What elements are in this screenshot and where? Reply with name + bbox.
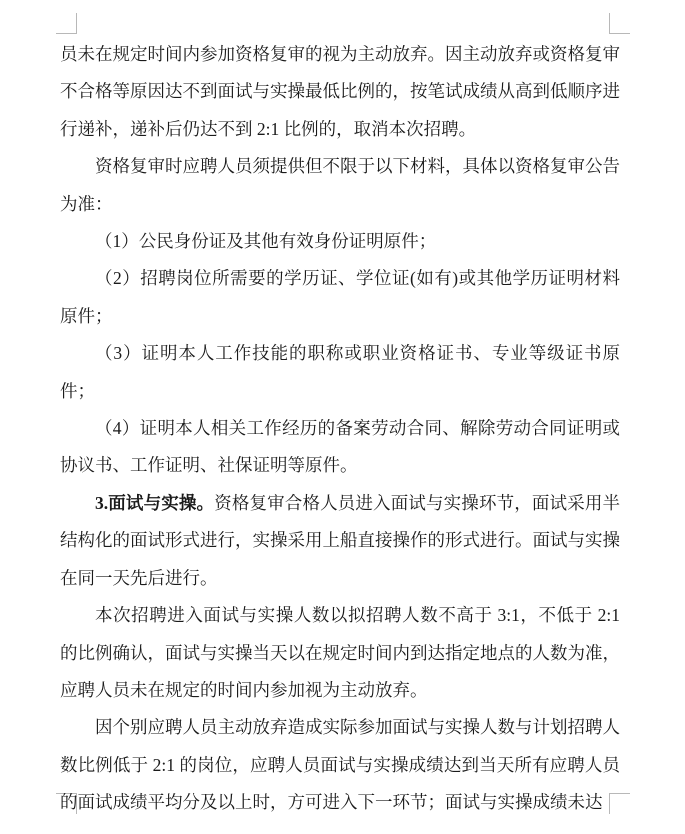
list-item-3-certificates: （3）证明本人工作技能的职称或职业资格证书、专业等级证书原件； [60, 343, 620, 401]
text-boundary-mark-top-left [56, 13, 77, 34]
paragraph-continuation-qualification-review: 员未在规定时间内参加资格复审的视为主动放弃。因主动放弃或资格复审不合格等原因达不到面试与实操最低比例的，按笔试成绩从高到低顺序进行递补，递补后仍达不到 2:1 比例的，取消本次招聘。 [60, 44, 620, 139]
paragraph-bold-lead-interview-heading: 3.面试与实操。 [95, 492, 215, 513]
paragraph-interview-body-text: 资格复审合格人员进入面试与实操环节，面试采用半结构化的面试形式进行，实操采用上船直接操作的形式进行。面试与实操在同一天先后进行。 [60, 492, 621, 588]
paragraph-required-materials-intro: 资格复审时应聘人员须提供但不限于以下材料，具体以资格复审公告为准： [60, 156, 620, 214]
paragraph-interview-and-practical [60, 485, 620, 597]
paragraph-abandonment-ratio-rule: 因个别应聘人员主动放弃造成实际参加面试与实操人数与计划招聘人数比例低于 2:1 的岗位，应聘人员面试与实操成绩达到当天所有应聘人员的面试成绩平均分及以上时，方可进入下一环节；面试与实操成绩未达 [60, 717, 620, 813]
paragraph-interview-ratio-rule: 本次招聘进入面试与实操人数以拟招聘人数不高于 3:1，不低于 2:1 的比例确认，面试与实操当天以在规定时间内到达指定地点的人数为准，应聘人员未在规定的时间内参加视为主动放弃。 [60, 605, 620, 700]
text-boundary-mark-top-right [609, 13, 630, 34]
list-item-2-diploma: （2）招聘岗位所需要的学历证、学位证(如有)或其他学历证明材料原件； [60, 268, 620, 326]
document-body [60, 36, 620, 822]
list-item-4-work-experience: （4）证明本人相关工作经历的备案劳动合同、解除劳动合同证明或协议书、工作证明、社保证明等原件。 [60, 418, 620, 476]
list-item-1-id-card: （1）公民身份证及其他有效身份证明原件； [95, 231, 437, 252]
